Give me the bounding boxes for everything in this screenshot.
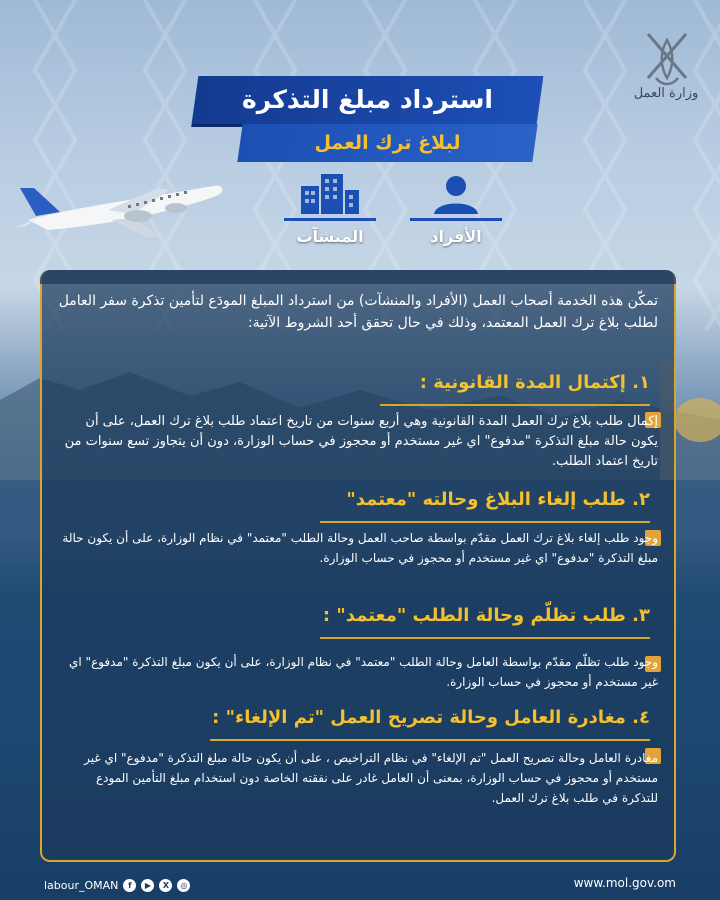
heading-underline [380, 404, 650, 406]
page-subtitle: لبلاغ ترك العمل [314, 132, 461, 154]
buildings-icon [295, 172, 365, 214]
section-body-1: إكمال طلب بلاغ ترك العمل المدة القانونية وهي أربع سنوات من تاريخ اعتماد طلب بلاغ ترك العمل، على أن يكون حالة مبلغ التذكرة "مدفوع" اي غير مستخدم أو محجوز في حساب الوزارة، دون أن يتجاوز تسع سنوات من تاريخ اعتماد الطلب. [64, 414, 658, 469]
x-icon[interactable]: X [159, 879, 172, 892]
instagram-icon[interactable]: ◎ [177, 879, 190, 892]
section-heading-text: ١. إكتمال المدة القانونية : [419, 372, 650, 393]
intro-text: تمكّن هذه الخدمة أصحاب العمل (الأفراد والمنشآت) من استرداد المبلغ المودَع لتأمين تذكرة سفر العامل لطلب بلاغ ترك العمل المعتمد، وذلك في حال تحقق أحد الشروط الآتية: [58, 293, 658, 331]
category-label: المنشآت [296, 227, 364, 246]
facebook-icon[interactable]: f [123, 879, 136, 892]
section-heading-3 [320, 605, 650, 635]
category-establishments [280, 172, 380, 246]
website-link[interactable]: www.mol.gov.om [573, 876, 676, 890]
heading-underline [320, 637, 650, 639]
section-body-3: وجود طلب تظلّم مقدّم بواسطة العامل وحالة الطلب "معتمد" في نظام الوزارة، على أن يكون مبلغ التذكرة "مدفوع" اي غير مستخدم أو محجوز في حساب الوزارة. [69, 655, 658, 689]
section-heading-text: ٤. مغادرة العامل وحالة تصريح العمل "تم الإلغاء" : [212, 707, 650, 728]
section-heading-text: ٣. طلب تظلّم وحالة الطلب "معتمد" : [322, 605, 650, 626]
section-heading-1 [380, 372, 650, 402]
content-panel-top [40, 270, 676, 284]
youtube-icon[interactable]: ▶ [141, 879, 154, 892]
heading-underline [210, 739, 650, 741]
social-handle: labour_OMAN [44, 878, 119, 892]
category-underline [410, 218, 502, 221]
heading-underline [320, 521, 650, 523]
section-heading-2 [320, 489, 650, 519]
section-body-4: مغادرة العامل وحالة تصريح العمل "تم الإلغاء" في نظام التراخيص ، على أن يكون حالة مبلغ التذكرة "مدفوع" اي غير مستخدم أو محجوز في حساب الوزارة، بمعنى أن العامل غادر على نفقته الخاصة دون استخدام مبلغ التأمين المودع للتذكرة في طلب بلاغ ترك العمل. [84, 751, 658, 805]
section-body-2: وجود طلب إلغاء بلاغ ترك العمل مقدّم بواسطة صاحب العمل وحالة الطلب "معتمد" في نظام الوزارة، على أن يكون حالة مبلغ التذكرة "مدفوع" اي غير مستخدم أو محجوز في حساب الوزارة. [62, 531, 658, 565]
ministry-emblem-icon [628, 26, 706, 116]
section-heading-4 [210, 707, 650, 737]
person-icon [426, 172, 486, 214]
page-title: استرداد مبلغ التذكرة [242, 85, 493, 114]
category-label: الأفراد [430, 227, 482, 246]
section-heading-text: ٢. طلب إلغاء البلاغ وحالته "معتمد" [346, 489, 650, 510]
category-underline [284, 218, 376, 221]
airplane-icon [8, 168, 228, 248]
category-individuals [406, 172, 506, 246]
social-footer [44, 876, 190, 894]
ministry-name: وزارة العمل [633, 86, 699, 101]
